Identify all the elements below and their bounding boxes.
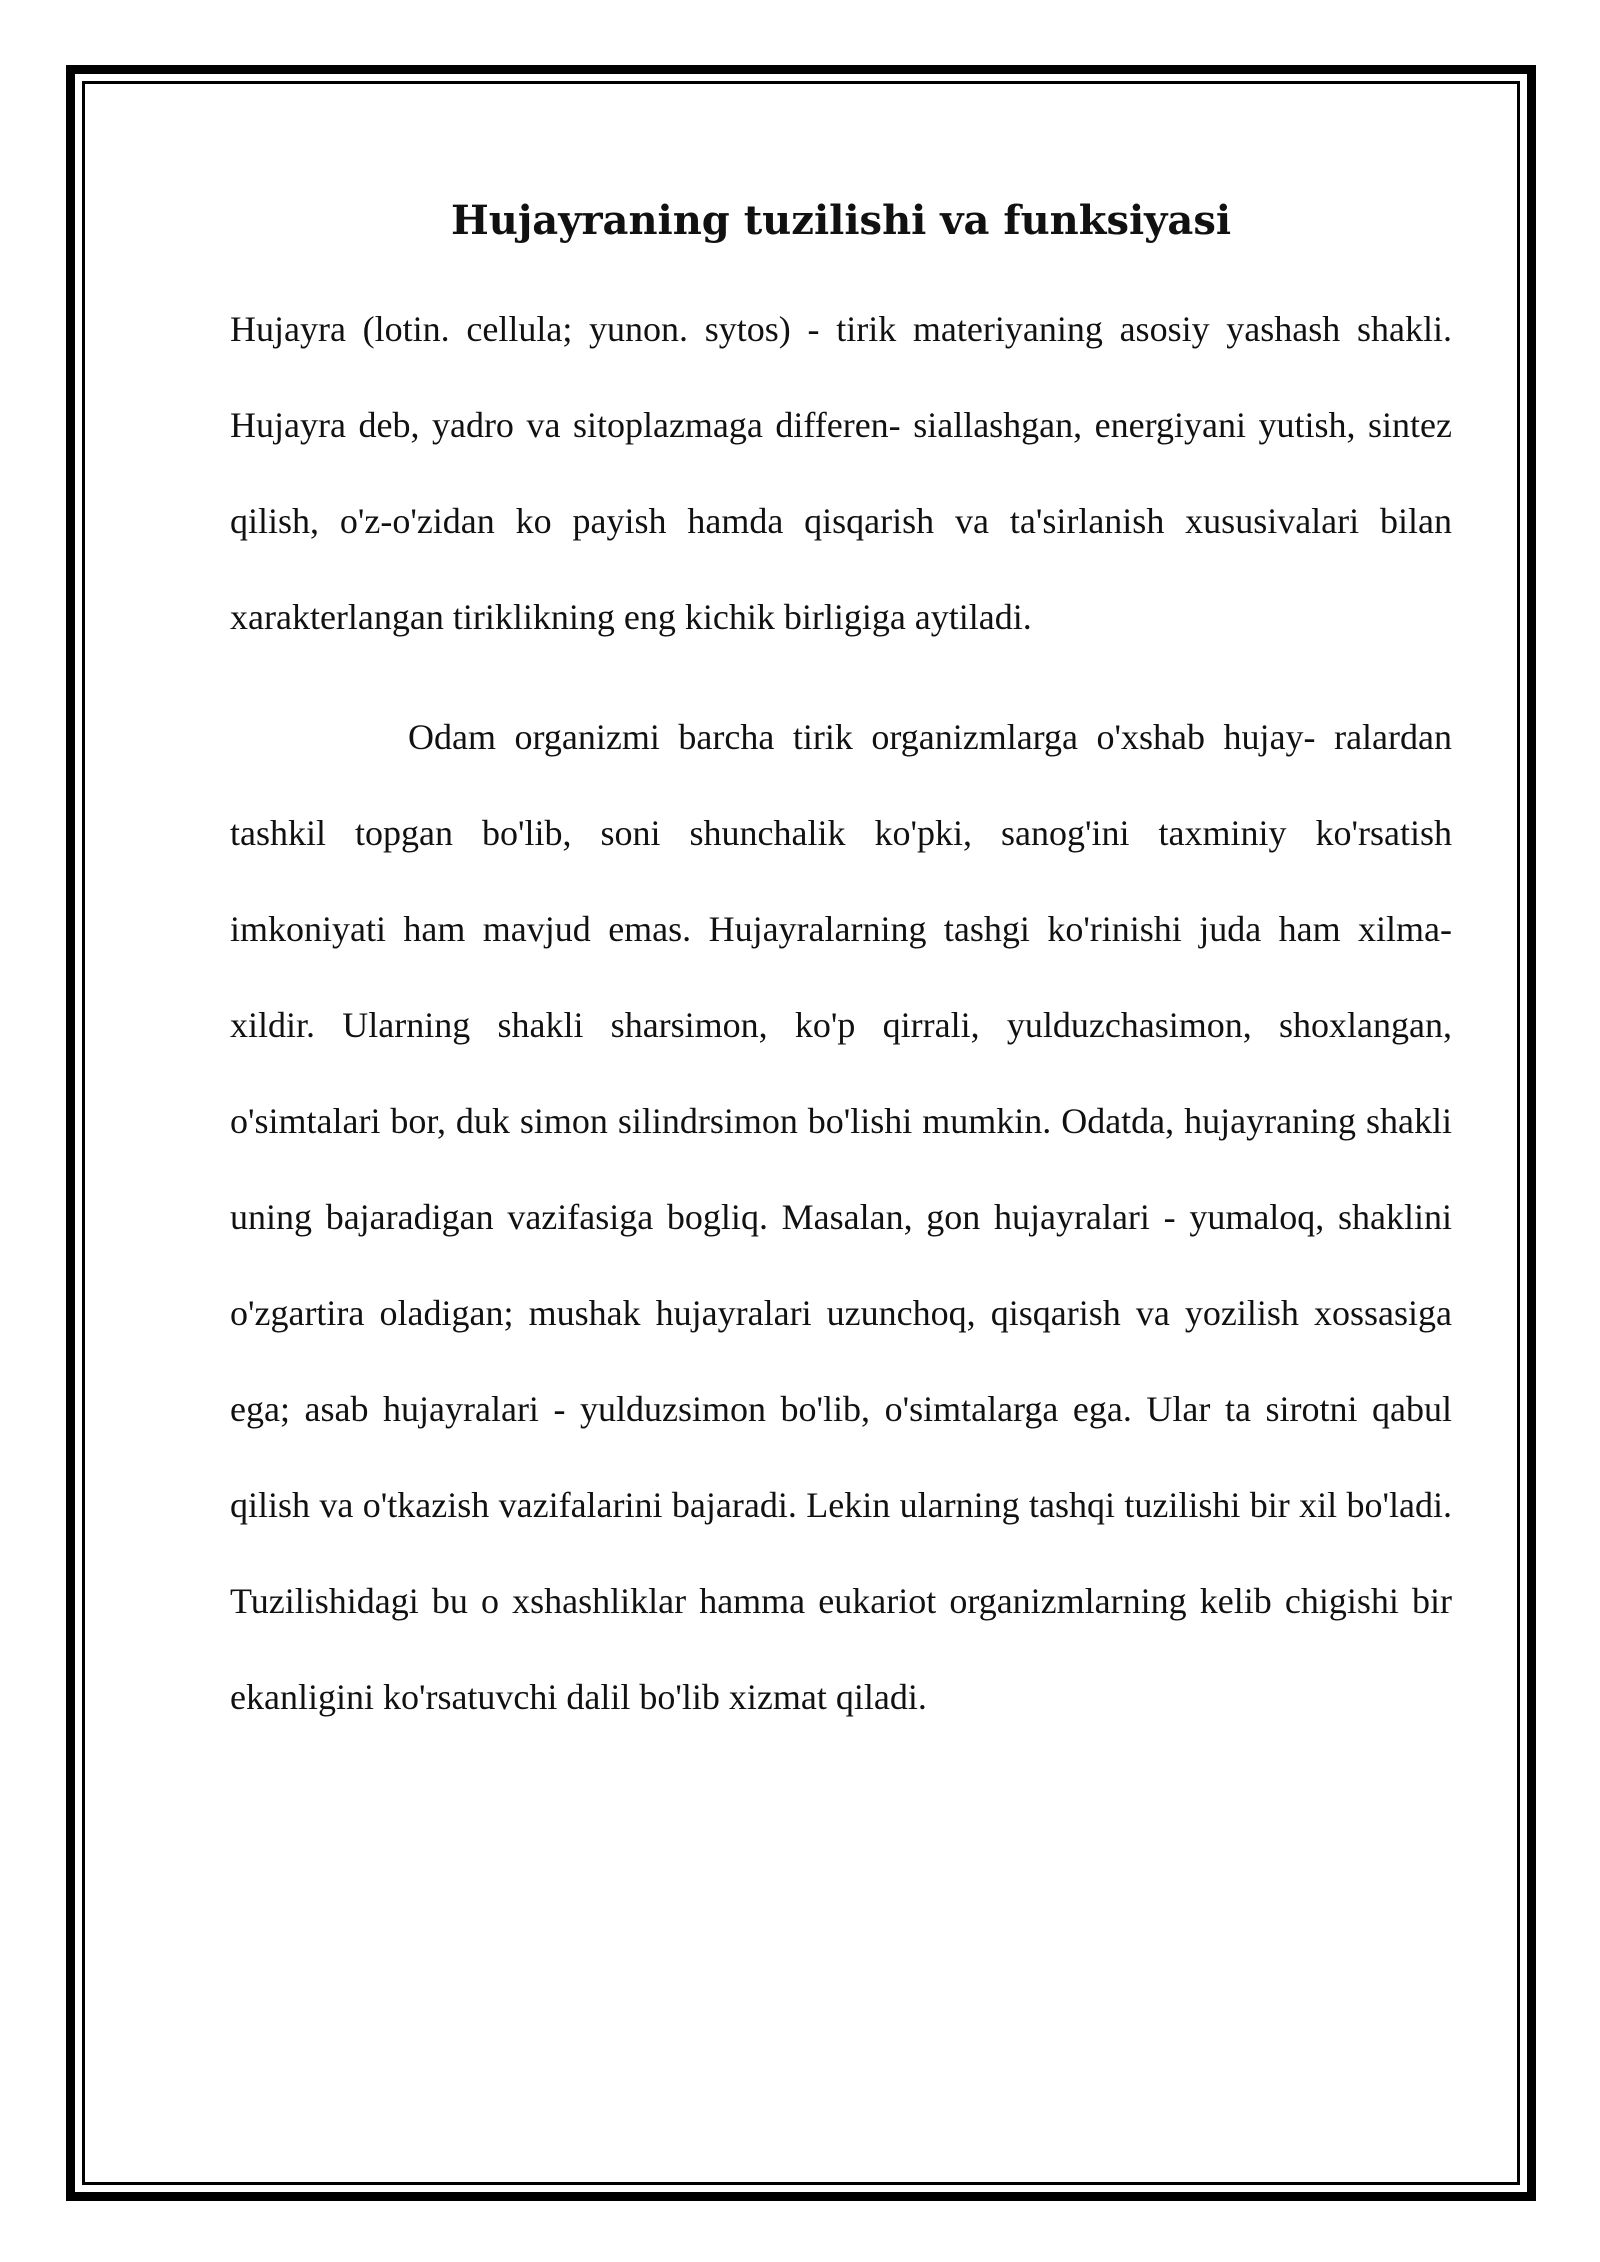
- paragraph-2: Odam organizmi barcha tirik organizmlarga o'xshab hujay- ralardan tashkil topgan bo'lib, soni shunchalik ko'pki, sanog'ini taxminiy ko'rsatish imkoniyati ham mavjud emas. Hujayralarning tashgi ko'rinishi juda ham xilma-xildir. Ularning shakli sharsimon, ko'p qirrali, yulduzchasimon, shoxlangan, o'simtalari bor, duk simon silindrsimon bo'lishi mumkin. Odatda, hujayraning shakli uning bajaradigan vazifasiga bogliq. Masalan, gon hujayralari - yumaloq, shaklini o'zgartira oladigan; mushak hujayralari uzunchoq, qisqarish va yozilish xossasiga ega; asab hujayralari - yulduzsimon bo'lib, o'simtalarga ega. Ular ta sirotni qabul qilish va o'tkazish vazifalarini bajaradi. Lekin ularning tashqi tuzilishi bir xil bo'ladi. Tuzilishidagi bu o xshashliklar hamma eukariot organizmlarning kelib chigishi bir ekanligini ko'rsatuvchi dalil bo'lib xizmat qiladi.: [230, 717, 1452, 1717]
- document-title: Hujayraning tuzilishi va funksiyasi: [450, 197, 1232, 244]
- paragraph-1: Hujayra (lotin. cellula; yunon. sytos) - tirik materiyaning asosiy yashash shakli. Hujayra deb, yadro va sitoplazmaga differen- siallashgan, energiyani yutish, sintez qilish, o'z-o'zidan ko payish hamda qisqarish va ta'sirlanish xususivalari bilan xarakterlangan tiriklikning eng kichik birligiga aytiladi.: [230, 309, 1452, 637]
- document-body: [230, 185, 1452, 1745]
